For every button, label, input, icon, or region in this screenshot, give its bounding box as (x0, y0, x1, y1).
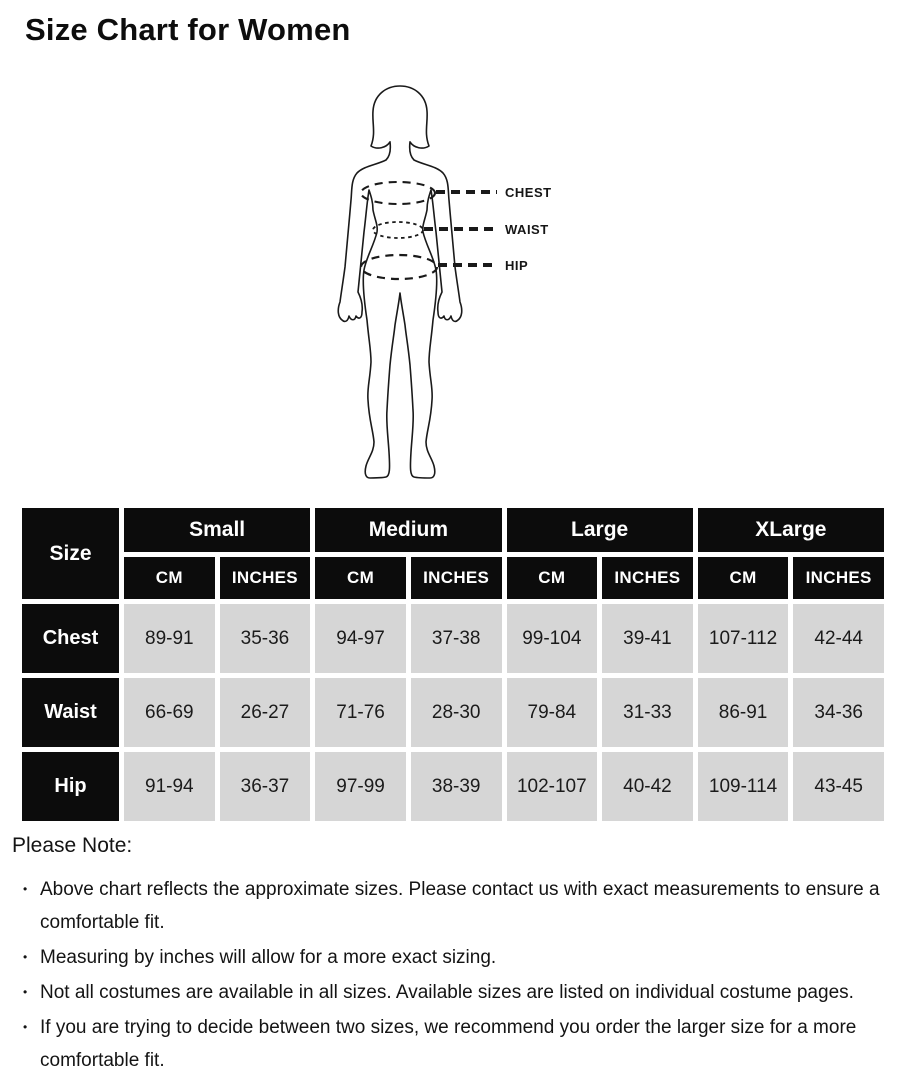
unit-cell-inches: INCHES (411, 557, 502, 599)
table-cell: 107-112 (698, 604, 789, 673)
header-cell-large: Large (507, 508, 693, 552)
table-cell: 38-39 (411, 752, 502, 821)
bullet-icon: • (23, 985, 28, 999)
table-cell: 99-104 (507, 604, 598, 673)
table-cell: 66-69 (124, 678, 215, 747)
note-text: Not all costumes are available in all sizes. Available sizes are listed on individual costume pages. (40, 982, 854, 1003)
notes-section (12, 834, 890, 1079)
notes-heading: Please Note: (12, 834, 133, 857)
table-cell: 39-41 (602, 604, 693, 673)
table-corner-size: Size (22, 508, 119, 599)
note-item (12, 873, 890, 939)
unit-cell-inches: INCHES (793, 557, 884, 599)
hip-label: HIP (505, 258, 529, 273)
table-cell: 37-38 (411, 604, 502, 673)
table-cell: 34-36 (793, 678, 884, 747)
woman-head-icon (371, 86, 429, 148)
bullet-icon: • (23, 882, 28, 896)
note-item (12, 976, 890, 1009)
measurement-diagram (300, 80, 600, 485)
note-item (12, 941, 890, 974)
row-header-chest: Chest (22, 604, 119, 673)
header-cell-medium: Medium (315, 508, 501, 552)
chest-label: CHEST (505, 185, 552, 200)
table-cell: 109-114 (698, 752, 789, 821)
note-item (12, 1011, 890, 1077)
table-cell: 89-91 (124, 604, 215, 673)
waist-label: WAIST (505, 222, 549, 237)
table-cell: 102-107 (507, 752, 598, 821)
bullet-icon: • (23, 950, 28, 964)
unit-cell-cm: CM (315, 557, 406, 599)
table-cell: 42-44 (793, 604, 884, 673)
row-header-waist: Waist (22, 678, 119, 747)
table-cell: 36-37 (220, 752, 311, 821)
row-header-hip: Hip (22, 752, 119, 821)
unit-cell-cm: CM (698, 557, 789, 599)
table-cell: 40-42 (602, 752, 693, 821)
table-cell: 28-30 (411, 678, 502, 747)
note-text: Above chart reflects the approximate sizes. Please contact us with exact measurements to ensure a comfortable fit. (40, 879, 880, 933)
unit-cell-inches: INCHES (602, 557, 693, 599)
table-cell: 79-84 (507, 678, 598, 747)
size-table (22, 508, 884, 821)
table-cell: 26-27 (220, 678, 311, 747)
page-title: Size Chart for Women (25, 12, 351, 47)
table-cell: 97-99 (315, 752, 406, 821)
table-cell: 94-97 (315, 604, 406, 673)
unit-cell-inches: INCHES (220, 557, 311, 599)
table-cell: 91-94 (124, 752, 215, 821)
note-text: Measuring by inches will allow for a more exact sizing. (40, 947, 497, 968)
table-cell: 86-91 (698, 678, 789, 747)
table-cell: 43-45 (793, 752, 884, 821)
table-cell: 35-36 (220, 604, 311, 673)
note-text: If you are trying to decide between two sizes, we recommend you order the larger size for a more comfortable fit. (40, 1017, 857, 1071)
table-cell: 31-33 (602, 678, 693, 747)
bullet-icon: • (23, 1020, 28, 1034)
header-cell-small: Small (124, 508, 310, 552)
header-cell-xlarge: XLarge (698, 508, 884, 552)
unit-cell-cm: CM (507, 557, 598, 599)
table-cell: 71-76 (315, 678, 406, 747)
woman-figure-diagram (300, 80, 600, 485)
unit-cell-cm: CM (124, 557, 215, 599)
